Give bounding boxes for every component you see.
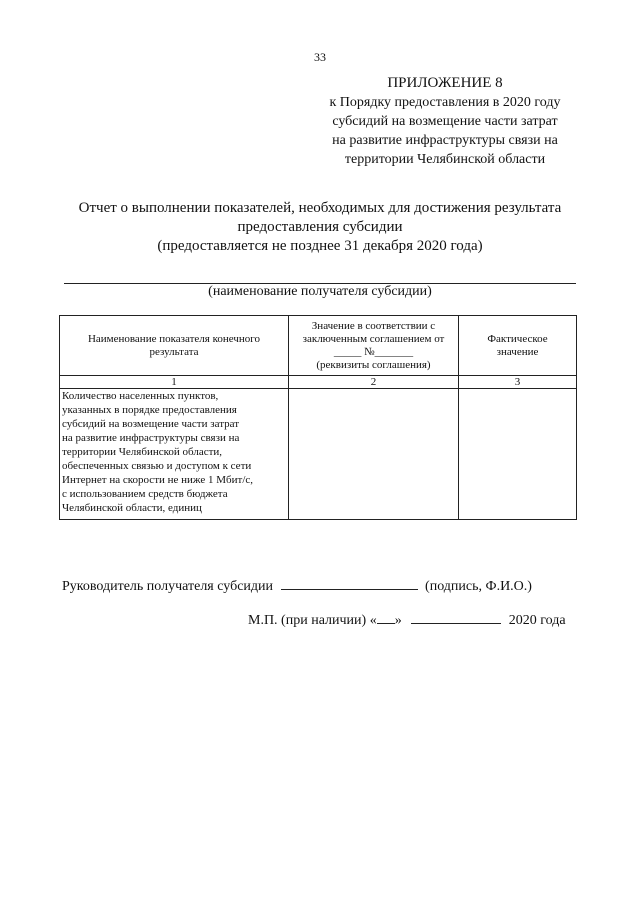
header-line: (реквизиты соглашения) bbox=[316, 358, 431, 371]
column-number: 2 bbox=[289, 376, 459, 389]
appendix-line: на развитие инфраструктуры связи на bbox=[332, 133, 558, 148]
indicators-table bbox=[59, 315, 577, 520]
report-title bbox=[40, 199, 600, 256]
indicator-line: Интернет на скорости не ниже 1 Мбит/с, bbox=[62, 474, 254, 486]
appendix-header bbox=[300, 74, 590, 169]
day-blank[interactable] bbox=[377, 611, 395, 624]
report-title-line: (предоставляется не позднее 31 декабря 2020 года) bbox=[157, 238, 483, 254]
header-line: Наименование показателя конечного bbox=[87, 332, 261, 345]
recipient-caption: (наименование получателя субсидии) bbox=[208, 284, 432, 299]
month-blank[interactable] bbox=[411, 611, 501, 624]
signature-line bbox=[62, 577, 582, 595]
signature-caption: (подпись, Ф.И.О.) bbox=[425, 579, 532, 594]
stamp-year: 2020 года bbox=[508, 613, 566, 628]
column-number-row bbox=[60, 376, 577, 389]
appendix-title: ПРИЛОЖЕНИЕ 8 bbox=[387, 75, 503, 91]
indicator-line: обеспеченных связью и доступом к сети bbox=[62, 460, 252, 472]
column-number: 3 bbox=[459, 376, 577, 389]
indicator-line: субсидий на возмещение части затрат bbox=[62, 418, 240, 430]
indicator-name-cell bbox=[60, 389, 289, 520]
header-line: заключенным соглашением от bbox=[302, 332, 445, 345]
actual-value-cell[interactable] bbox=[459, 389, 577, 520]
indicator-line: Челябинской области, единиц bbox=[62, 502, 202, 514]
appendix-line: территории Челябинской области bbox=[344, 152, 546, 167]
agreement-value-cell[interactable] bbox=[289, 389, 459, 520]
table-row bbox=[60, 389, 577, 520]
table-header-row bbox=[60, 316, 577, 376]
signature-blank[interactable] bbox=[281, 577, 418, 590]
stamp-label: М.П. (при наличии) « bbox=[248, 613, 377, 628]
stamp-quote-close: » bbox=[394, 613, 402, 628]
report-title-line: предоставления субсидии bbox=[237, 219, 403, 235]
appendix-line: субсидий на возмещение части затрат bbox=[332, 114, 558, 129]
header-actual-value bbox=[459, 316, 577, 376]
indicator-line: Количество населенных пунктов, bbox=[62, 390, 219, 402]
indicator-line: на развитие инфраструктуры связи на bbox=[62, 432, 240, 444]
page-number: 33 bbox=[314, 50, 326, 64]
header-line: _____ №_______ bbox=[333, 345, 414, 358]
appendix-line: к Порядку предоставления в 2020 году bbox=[329, 95, 561, 110]
header-line: Фактическое bbox=[487, 332, 548, 345]
header-line: значение bbox=[496, 345, 539, 358]
header-line: результата bbox=[149, 345, 199, 358]
indicator-line: указанных в порядке предоставления bbox=[62, 404, 237, 416]
indicator-line: территории Челябинской области, bbox=[62, 446, 223, 458]
header-agreement-value bbox=[289, 316, 459, 376]
column-number: 1 bbox=[60, 376, 289, 389]
indicator-line: с использованием средств бюджета bbox=[62, 488, 228, 500]
header-indicator-name bbox=[60, 316, 289, 376]
stamp-date-line bbox=[248, 611, 578, 629]
signature-label: Руководитель получателя субсидии bbox=[62, 579, 274, 594]
report-title-line: Отчет о выполнении показателей, необходимых для достижения результата bbox=[78, 200, 562, 216]
header-line: Значение в соответствии с bbox=[311, 319, 436, 332]
